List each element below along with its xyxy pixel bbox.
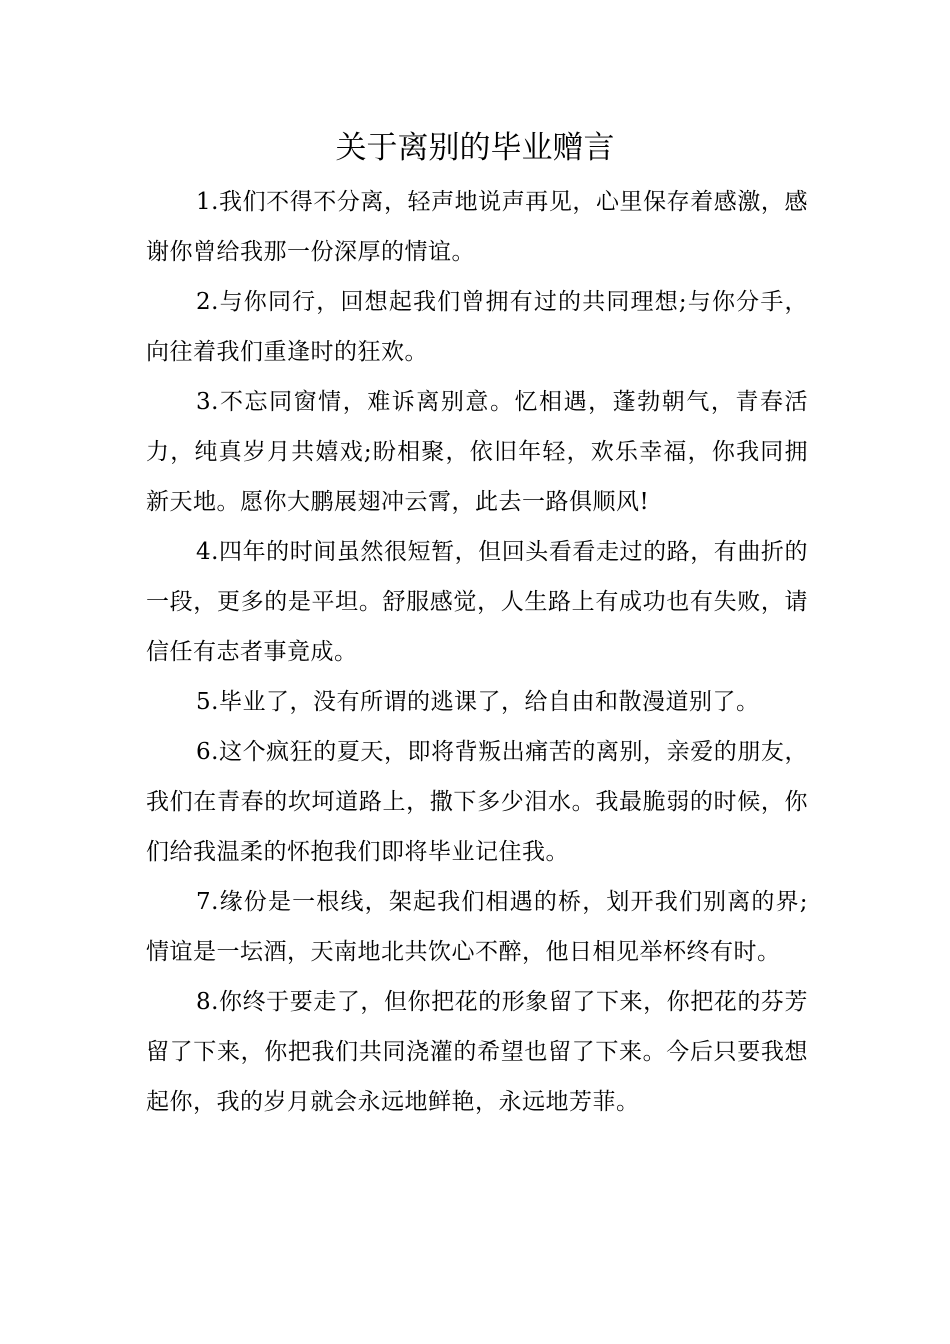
- paragraph-7: 7.缘份是一根线，架起我们相遇的桥，划开我们别离的界;情谊是一坛酒，天南地北共饮心不醉，他日相见举杯终有时。: [146, 889, 808, 965]
- page-title: 关于离别的毕业赠言: [335, 130, 615, 166]
- document-body: [146, 177, 808, 1127]
- paragraph-1: 1.我们不得不分离，轻声地说声再见，心里保存着感激，感谢你曾给我那一份深厚的情谊。: [146, 189, 808, 265]
- paragraph-2: 2.与你同行，回想起我们曾拥有过的共同理想;与你分手，向往着我们重逢时的狂欢。: [146, 289, 808, 365]
- paragraph-3: 3.不忘同窗情，难诉离别意。忆相遇，蓬勃朝气，青春活力，纯真岁月共嬉戏;盼相聚，依旧年轻，欢乐幸福，你我同拥新天地。愿你大鹏展翅冲云霄，此去一路俱顺风!: [146, 389, 808, 515]
- paragraph-6: 6.这个疯狂的夏天，即将背叛出痛苦的离别，亲爱的朋友，我们在青春的坎坷道路上，撒下多少泪水。我最脆弱的时候，你们给我温柔的怀抱我们即将毕业记住我。: [146, 739, 808, 865]
- paragraph-8: 8.你终于要走了，但你把花的形象留了下来，你把花的芬芳留了下来，你把我们共同浇灌的希望也留了下来。今后只要我想起你，我的岁月就会永远地鲜艳，永远地芳菲。: [146, 989, 808, 1115]
- paragraph-5: 5.毕业了，没有所谓的逃课了，给自由和散漫道别了。: [196, 689, 760, 715]
- paragraph-4: 4.四年的时间虽然很短暂，但回头看看走过的路，有曲折的一段，更多的是平坦。舒服感觉，人生路上有成功也有失败，请信任有志者事竟成。: [146, 539, 808, 665]
